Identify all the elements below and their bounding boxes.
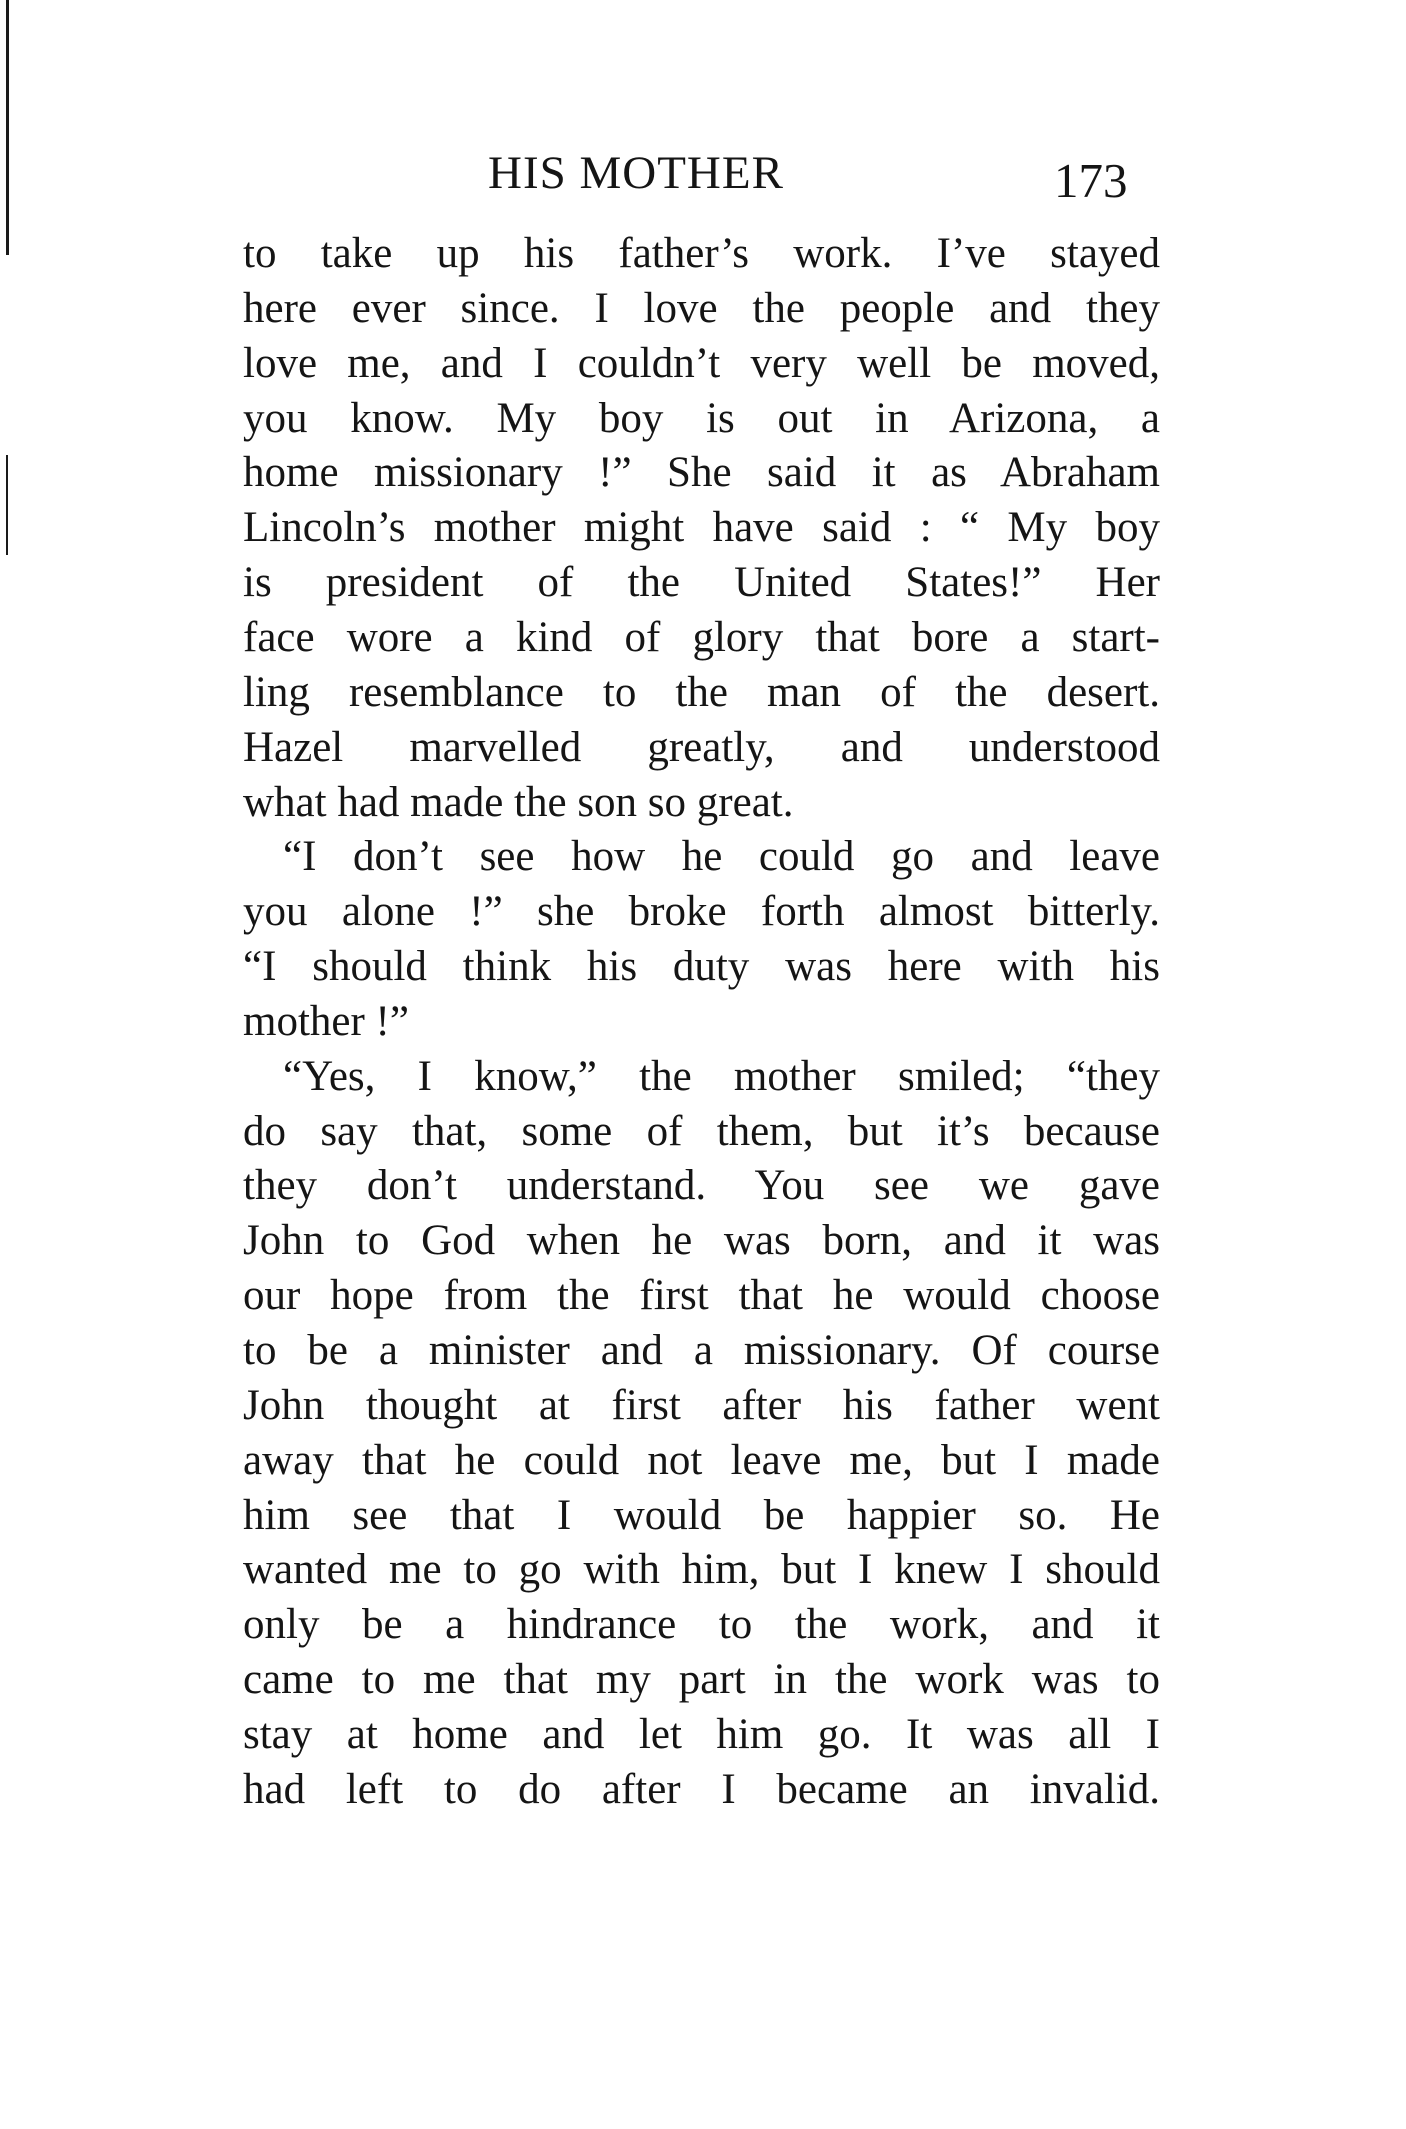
text-line: mother !”: [243, 997, 409, 1045]
text-line: “I don’t see how he could go and leave: [283, 833, 1160, 881]
text-line: came to me that my part in the work was to: [243, 1656, 1160, 1704]
text-line: him see that I would be happier so. He: [243, 1491, 1160, 1539]
page-header: [0, 138, 1406, 208]
text-line: they don’t understand. You see we gave: [243, 1162, 1160, 1210]
text-line: is president of the United States!” Her: [243, 559, 1160, 607]
text-line: here ever since. I love the people and they: [243, 284, 1160, 332]
text-line: to take up his father’s work. I’ve stayed: [243, 230, 1160, 277]
page-number: 173: [1054, 153, 1128, 208]
text-line: Lincoln’s mother might have said : “ My boy: [243, 504, 1160, 552]
running-title: HIS MOTHER: [488, 147, 784, 199]
text-line: “Yes, I know,” the mother smiled; “they: [283, 1052, 1160, 1100]
text-line: you alone !” she broke forth almost bitterly.: [243, 888, 1160, 936]
text-line: stay at home and let him go. It was all I: [243, 1710, 1160, 1758]
text-line: to be a minister and a missionary. Of course: [243, 1327, 1160, 1374]
scan-edge-mark-middle: [6, 455, 8, 555]
text-line: only be a hindrance to the work, and it: [243, 1601, 1160, 1649]
text-line: you know. My boy is out in Arizona, a: [243, 394, 1160, 442]
text-line: John to God when he was born, and it was: [243, 1217, 1160, 1265]
text-line: our hope from the first that he would choose: [243, 1272, 1160, 1320]
text-line: wanted me to go with him, but I knew I should: [243, 1546, 1160, 1594]
text-line: ling resemblance to the man of the desert.: [243, 668, 1160, 716]
text-line: had left to do after I became an invalid.: [243, 1765, 1160, 1813]
text-line: face wore a kind of glory that bore a start-: [243, 613, 1160, 661]
text-line: what had made the son so great.: [243, 778, 794, 826]
scan-edge-mark-top: [6, 0, 9, 255]
text-line: away that he could not leave me, but I made: [243, 1436, 1160, 1484]
text-line: Hazel marvelled greatly, and understood: [243, 723, 1160, 771]
text-line: do say that, some of them, but it’s because: [243, 1107, 1160, 1155]
text-line: John thought at first after his father went: [243, 1381, 1160, 1429]
text-line: “I should think his duty was here with his: [243, 943, 1160, 991]
text-line: home missionary !” She said it as Abraham: [243, 449, 1160, 497]
text-line: love me, and I couldn’t very well be moved,: [243, 339, 1160, 387]
